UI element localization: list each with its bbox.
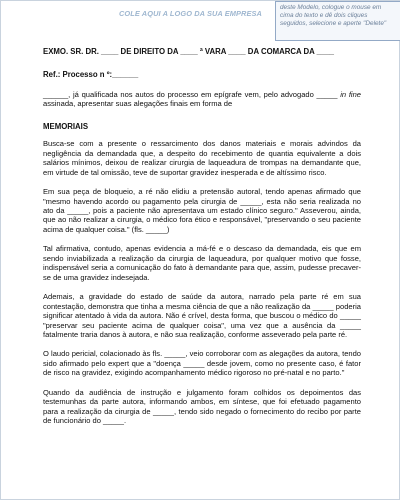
body-paragraph: Ademais, a gravidade do estado de saúde da autora, narrado pela parte ré em sua contestação, demonstra que tinha a mesma ciência de que a não realização da _____ poderia significar atentado à vida da autora. Não é crível, desta forma, que buscou o médico do _____ "preservar seu paciente acima de qualquer coisa", uma vez que a ausência da _____ fatalmente traria danos à autora, e não sua realização, conforme asseverado pela parte ré. [43,292,361,339]
court-heading: EXMO. SR. DR. ____ DE DIREITO DA ____ ª VARA ____ DA COMARCA DA ____ [43,47,335,56]
body-paragraph: Tal afirmativa, contudo, apenas evidencia a má-fé e o descaso da demandada, eis que em sendo inviabilizada a realização da cirurgia de laqueadura, por qualquer motivo que fosse, indispensável seria a comunicação do fato à demandante para que, assim, pudesse precaver-se de uma gravidez indesejada. [43,244,361,282]
instruction-note: deste Modelo, cologue o mouse em cima do texto e dê dois cliques seguidos, selecione e aperte "Delete" [275,1,400,41]
body-paragraph: O laudo pericial, colacionado às fls. _____, veio corroborar com as alegações da autora, tendo sido afirmado pelo expert que a "doença _____ desde jovem, como no presente caso, é fator de risco na gravidez, exigindo acompanhamento médico rigoroso no pré-natal e no parto." [43,349,361,378]
intro-paragraph [43,90,361,109]
body-paragraph: Em sua peça de bloqueio, a ré não elidiu a pretensão autoral, tendo apenas afirmado que "mesmo havendo acordo ou pagamento pela cirurgia de _____, esta não seria realizada no ato da _____, pois a paciente não apresentava um estado clínico seguro." Asseverou, ainda, que ao não realizar a cirurgia, o médico fora ético e responsável, "preservando o seu paciente acima de qualquer coisa." (fls. _____) [43,187,361,234]
process-reference: Ref.: Processo n º:______ [43,70,139,80]
logo-placeholder: COLE AQUI A LOGO DA SUA EMPRESA [119,9,262,18]
intro-text-start: ______, já qualificada nos autos do processo em epígrafe vem, pelo advogado _____ [43,89,341,99]
body-paragraph: Busca-se com a presente o ressarcimento dos danos materiais e morais advindos da negligência da demandada que, a despeito do recebimento de quantia equivalente a dois salários mínimos, deixou de realizar cirurgia de laqueadura de trompas na demandante que, em virtude de tal omissão, teve de suportar gravidez inesperada e de altíssimo risco. [43,139,361,177]
document-body [43,47,361,426]
intro-italic: in fine [340,89,361,99]
body-paragraph: Quando da audiência de instrução e julgamento foram colhidos os depoimentos das testemunhas da parte autora, informando ambos, em síntese, que foi efetuado pagamento para a realização da cirurgia de _____, tendo sido negado o fornecimento do recibo por parte de funcionário do _____. [43,387,361,426]
section-title: MEMORIAIS [43,121,89,131]
intro-text-end: assinada, apresentar suas alegações finais em forma de [43,99,233,109]
